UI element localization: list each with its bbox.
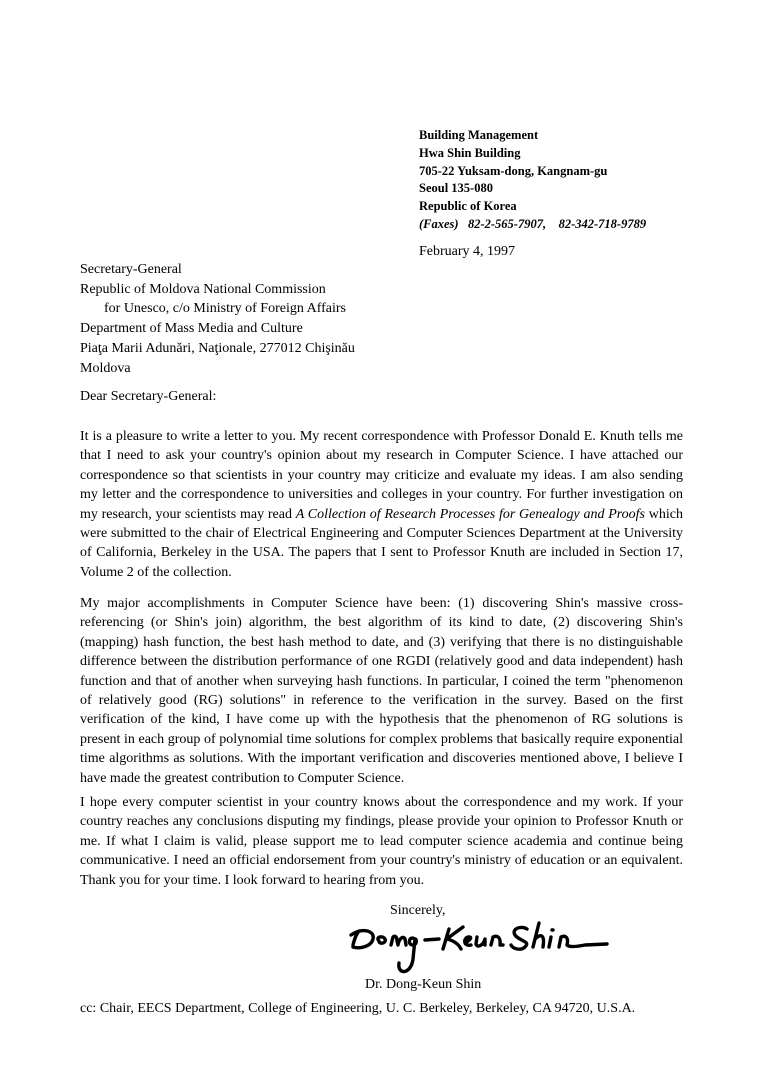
sender-fax-line (419, 216, 646, 234)
sender-line: Hwa Shin Building (419, 145, 521, 160)
body-paragraph-2: My major accomplishments in Computer Science have been: (1) discovering Shin's massive cross-referencing (or Shin's join) algorithm, the best algorithm of its kind to date, (2) discovering Shin's (mapping) hash function, the best hash method to date, and (3) verifying that there is no distinguishable difference between the distribution performance of one RGDI (relatively good and data independent) hash function and that of another when surveying hash functions. In particular, I coined the term "phenomenon of relatively good (RG) solutions" in reference to the verification in the survey. Based on the first verification of the kind, I have come up with the hypothesis that the phenomenon of RG solutions is present in each group of polynomial time solutions for complex problems that basically require exponential time algorithms as solutions. With the important verification and discoveries mentioned above, I believe I have made the greatest contribution to Computer Science. (80, 596, 683, 786)
recipient-line: Secretary-General (80, 262, 182, 277)
salutation: Dear Secretary-General: (80, 389, 217, 404)
signer-name: Dr. Dong-Keun Shin (365, 977, 482, 992)
recipient-line: Moldova (80, 360, 131, 376)
sender-line: Seoul 135-080 (419, 181, 493, 196)
sender-line: 705-22 Yuksam-dong, Kangnam-gu (419, 163, 608, 178)
fax-label: (Faxes) (419, 216, 459, 231)
recipient-address-block (80, 260, 355, 378)
recipient-line: Department of Mass Media and Culture (80, 321, 303, 337)
body-paragraph-1 (80, 427, 683, 582)
recipient-line: Republic of Moldova National Commission (80, 281, 326, 297)
fax-number: 82-2-565-7907, (467, 216, 547, 231)
letter-date: February 4, 1997 (419, 244, 516, 259)
handwritten-signature (345, 915, 615, 977)
paragraph-text: which were submitted to the chair of Electrical Engineering and Computer Sciences Department at the University of California, Berkeley in the USA. The papers that I sent to Professor Knuth are included in Section 17, Volume 2 of the collection. (80, 506, 683, 580)
cc-line: cc: Chair, EECS Department, College of Engineering, U. C. Berkeley, Berkeley, CA 94720, U.S.A. (80, 1001, 636, 1016)
recipient-line: for Unesco, c/o Ministry of Foreign Affairs (104, 301, 346, 317)
closing: Sincerely, (390, 903, 446, 918)
sender-line: Republic of Korea (419, 199, 517, 214)
recipient-line: Piaţa Marii Adunări, Naţionale, 277012 Chişinău (80, 340, 355, 356)
body-paragraph-3: I hope every computer scientist in your country knows about the correspondence and my work. If your country reaches any conclusions disputing my findings, please provide your opinion to Professor Knuth or me. If what I claim is valid, please support me to lead computer science academia and continue being communicative. I need an official endorsement from your country's ministry of education or an equivalent. Thank you for your time. I look forward to hearing from you. (80, 795, 683, 888)
sender-line: Building Management (419, 128, 539, 142)
sender-address-block (419, 127, 646, 234)
fax-number: 82-342-718-9789 (558, 216, 647, 231)
paragraph-text: It is a pleasure to write a letter to you. My recent correspondence with Professor Donald E. Knuth tells me that I need to ask your country's opinion about my research in Computer Science. I have attached our correspondence so that scientists in your country may criticize and evaluate my ideas. I am also sending my letter and the correspondence to universities and colleges in your country. For further investigation on my research, your scientists may read (80, 429, 683, 522)
collection-title: A Collection of Research Processes for Genealogy and Proofs (295, 506, 646, 522)
